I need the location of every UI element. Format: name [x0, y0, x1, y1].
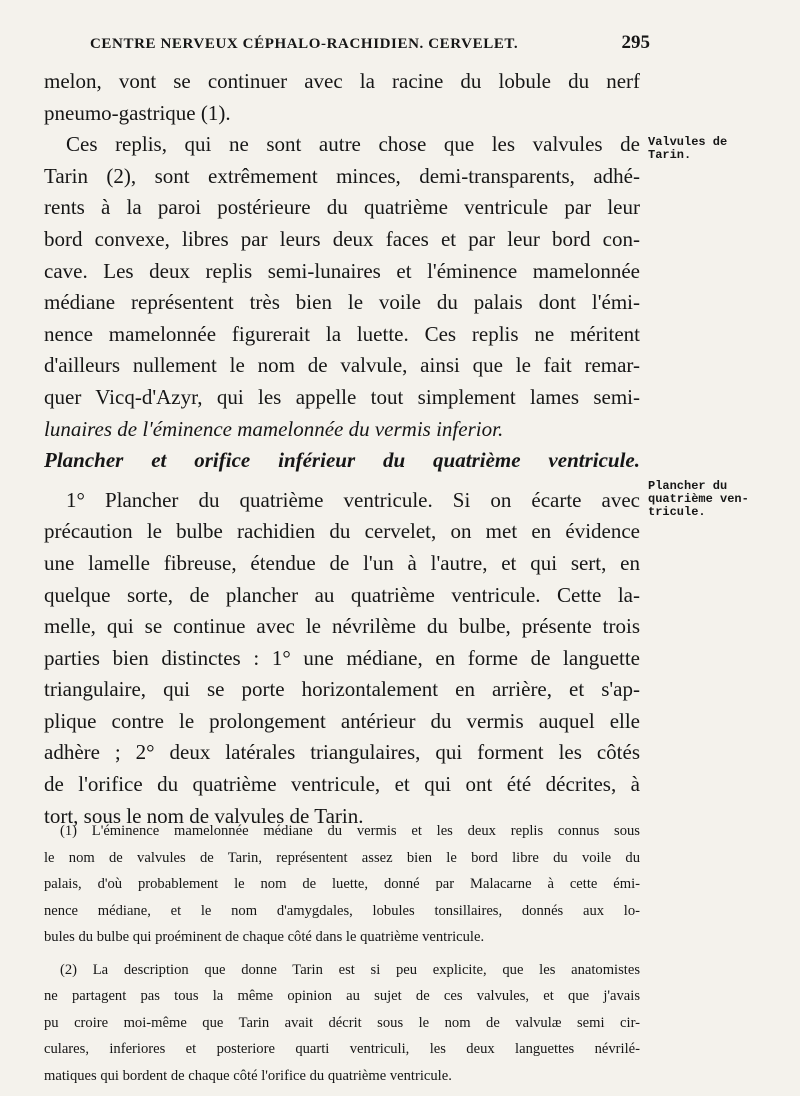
- margin-note-line: Tarin.: [648, 148, 692, 162]
- footnote-line: palais, d'où probablement le nom de luette, donné par Malacarne à cette émi-: [44, 876, 640, 892]
- margin-note-line: tricule.: [648, 505, 706, 519]
- text-line: melle, qui se continue avec le névrilème du bulbe, présente trois: [44, 614, 640, 639]
- text-line: Ces replis, qui ne sont autre chose que les valvules de: [66, 132, 640, 157]
- text-line: médiane représentent très bien le voile du palais dont l'émi-: [44, 290, 640, 315]
- text-line: adhère ; 2° deux latérales triangulaires, qui forment les côtés: [44, 740, 640, 765]
- main-text: [44, 66, 640, 832]
- text-line: quelque sorte, de plancher au quatrième ventricule. Cette la-: [44, 582, 640, 607]
- page-number: 295: [621, 32, 650, 53]
- text-line: nence mamelonnée figurerait la luette. Ces replis ne méritent: [44, 321, 640, 346]
- text-line: une lamelle fibreuse, étendue de l'un à l'autre, et qui sert, en: [44, 550, 640, 575]
- footnote-line: nence médiane, et le nom d'amygdales, lobules tonsillaires, donnés aux lo-: [44, 902, 640, 919]
- margin-note-plancher: [648, 480, 760, 519]
- footnote-line: le nom de valvules de Tarin, représentent assez bien le bord libre du voile du: [44, 849, 640, 866]
- footnote-line: (1) L'éminence mamelonnée médiane du vermis et les deux replis connus sous: [60, 823, 640, 839]
- text-line: quer Vicq-d'Azyr, qui les appelle tout simplement lames semi-: [44, 384, 640, 409]
- footnote-line: matiques qui bordent de chaque côté l'orifice du quatrième ventricule.: [44, 1067, 452, 1084]
- footnote-line: culares, inferiores et posteriore quarti ventriculi, les deux languettes névrilé-: [44, 1041, 640, 1057]
- text-line: cave. Les deux replis semi-lunaires et l'éminence mamelonnée: [44, 258, 640, 283]
- text-line: tort, sous le nom de valvules de Tarin.: [44, 803, 364, 828]
- text-line: triangulaire, qui se porte horizontalement en arrière, et s'ap-: [44, 677, 640, 702]
- footnote-line: (2) La description que donne Tarin est si peu explicite, que les anatomistes: [60, 961, 640, 978]
- margin-note-line: Plancher du: [648, 479, 728, 493]
- text-line: rents à la paroi postérieure du quatrième ventricule par leur: [44, 195, 640, 220]
- text-line: bord convexe, libres par leurs deux faces et par leur bord con-: [44, 226, 640, 251]
- footnotes: [44, 818, 640, 1089]
- text-line: pneumo-gastrique (1).: [44, 100, 231, 125]
- footnote-line: pu croire moi-même que Tarin avait décrit sous le nom de valvulæ semi cir-: [44, 1014, 640, 1031]
- text-line: melon, vont se continuer avec la racine du lobule du nerf: [44, 69, 640, 93]
- margin-note-valvules: [648, 136, 760, 162]
- text-line: Tarin (2), sont extrêmement minces, demi-transparents, adhé-: [44, 163, 640, 188]
- text-line: d'ailleurs nullement le nom de valvule, ainsi que le fait remar-: [44, 353, 640, 378]
- text-line: 1° Plancher du quatrième ventricule. Si on écarte avec: [66, 487, 640, 512]
- margin-note-line: quatrième ven-: [648, 492, 749, 506]
- footnote-line: bules du bulbe qui proéminent de chaque côté dans le quatrième ventricule.: [44, 929, 485, 945]
- text-line: plique contre le prolongement antérieur du vermis auquel elle: [44, 708, 640, 733]
- section-heading: Plancher et orifice inférieur du quatrième ventricule.: [44, 448, 640, 473]
- text-line: lunaires de l'éminence mamelonnée du vermis inferior.: [44, 416, 504, 441]
- running-title: CENTRE NERVEUX CÉPHALO-RACHIDIEN. CERVELET.: [90, 36, 519, 52]
- text-line: parties bien distinctes : 1° une médiane, en forme de languette: [44, 645, 640, 670]
- margin-note-line: Valvules de: [648, 135, 728, 149]
- text-line: précaution le bulbe rachidien du cervelet, on met en évidence: [44, 519, 640, 544]
- footnote-line: ne partagent pas tous la même opinion au sujet de ces valvules, et que j'avais: [44, 988, 640, 1004]
- text-line: de l'orifice du quatrième ventricule, et qui ont été décrites, à: [44, 772, 640, 797]
